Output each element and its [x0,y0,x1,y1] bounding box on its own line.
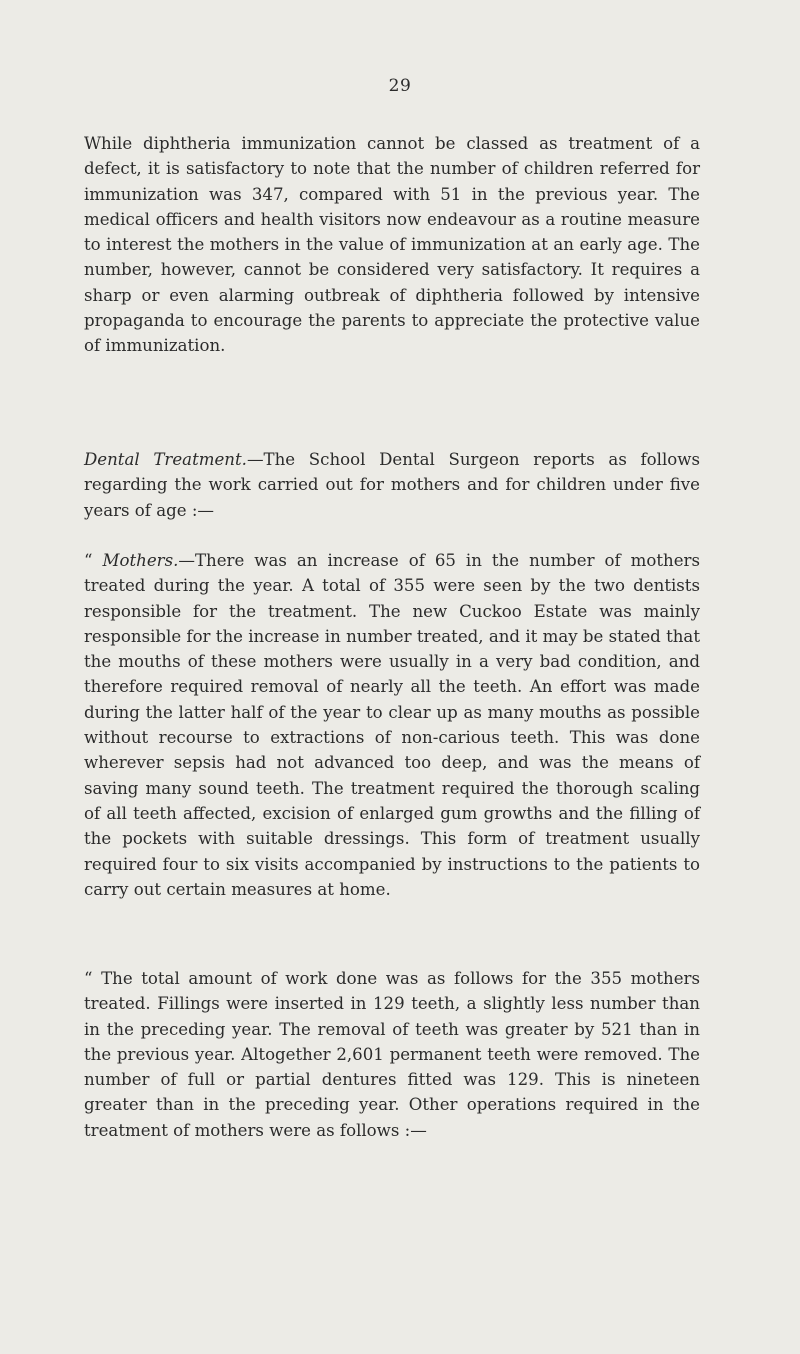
paragraph-text: —There was an increase of 65 in the number of mothers treated during the year. A total of 355 were seen by the two dentists responsible for the treatment. The new Cuckoo Estate was mainly responsible for the increase in number treated, and it may be stated that the mouths of these mothers were usually in a very bad condition, and therefore required removal of nearly all the teeth. An effort was made during the latter half of the year to clear up as many mouths as possible without recourse to extractions of non-carious teeth. This was done wherever sepsis had not advanced too deep, and was the means of saving many sound teeth. The treatment required the thorough scaling of all teeth affected, excision of enlarged gum growths and the filling of the pockets with suitable dressings. This form of treatment usually required four to six visits accompanied by instructions to the patients to carry out certain measures at home. [84,551,701,899]
paragraph-mothers [84,548,700,902]
paragraph-immunization [84,131,700,359]
paragraph-text: While diphtheria immunization cannot be classed as treatment of a defect, it is satisfactory to note that the number of children referred for immunization was 347, compared with 51 in the previous year. The medical officers and health visitors now endeavour as a routine measure to interest the mothers in the value of immunization at an early age. The number, however, cannot be considered very satisfactory. It requires a sharp or even alarming outbreak of diphtheria followed by intensive propaganda to encourage the parents to appreciate the protective value of immunization. [84,134,700,356]
paragraph-dental-treatment [84,447,700,523]
paragraph-text: “ The total amount of work done was as follows for the 355 mothers treated. Fillings were inserted in 129 teeth, a slightly less number than in the preceding year. The removal of teeth was greater by 521 than in the previous year. Altogether 2,601 permanent teeth were removed. The number of full or partial dentures fitted was 129. This is nineteen greater than in the preceding year. Other operations required in the treatment of mothers were as follows :— [84,969,700,1140]
section-heading-mothers: Mothers. [102,551,179,570]
paragraph-text: —The School Dental Surgeon reports as follows regarding the work carried out for mothers and for children under five years of age :— [84,450,700,520]
open-quote: “ [84,551,103,570]
page-number: 29 [388,76,412,96]
paragraph-total-work [84,966,700,1143]
section-heading-dental-treatment: Dental Treatment. [84,450,247,469]
